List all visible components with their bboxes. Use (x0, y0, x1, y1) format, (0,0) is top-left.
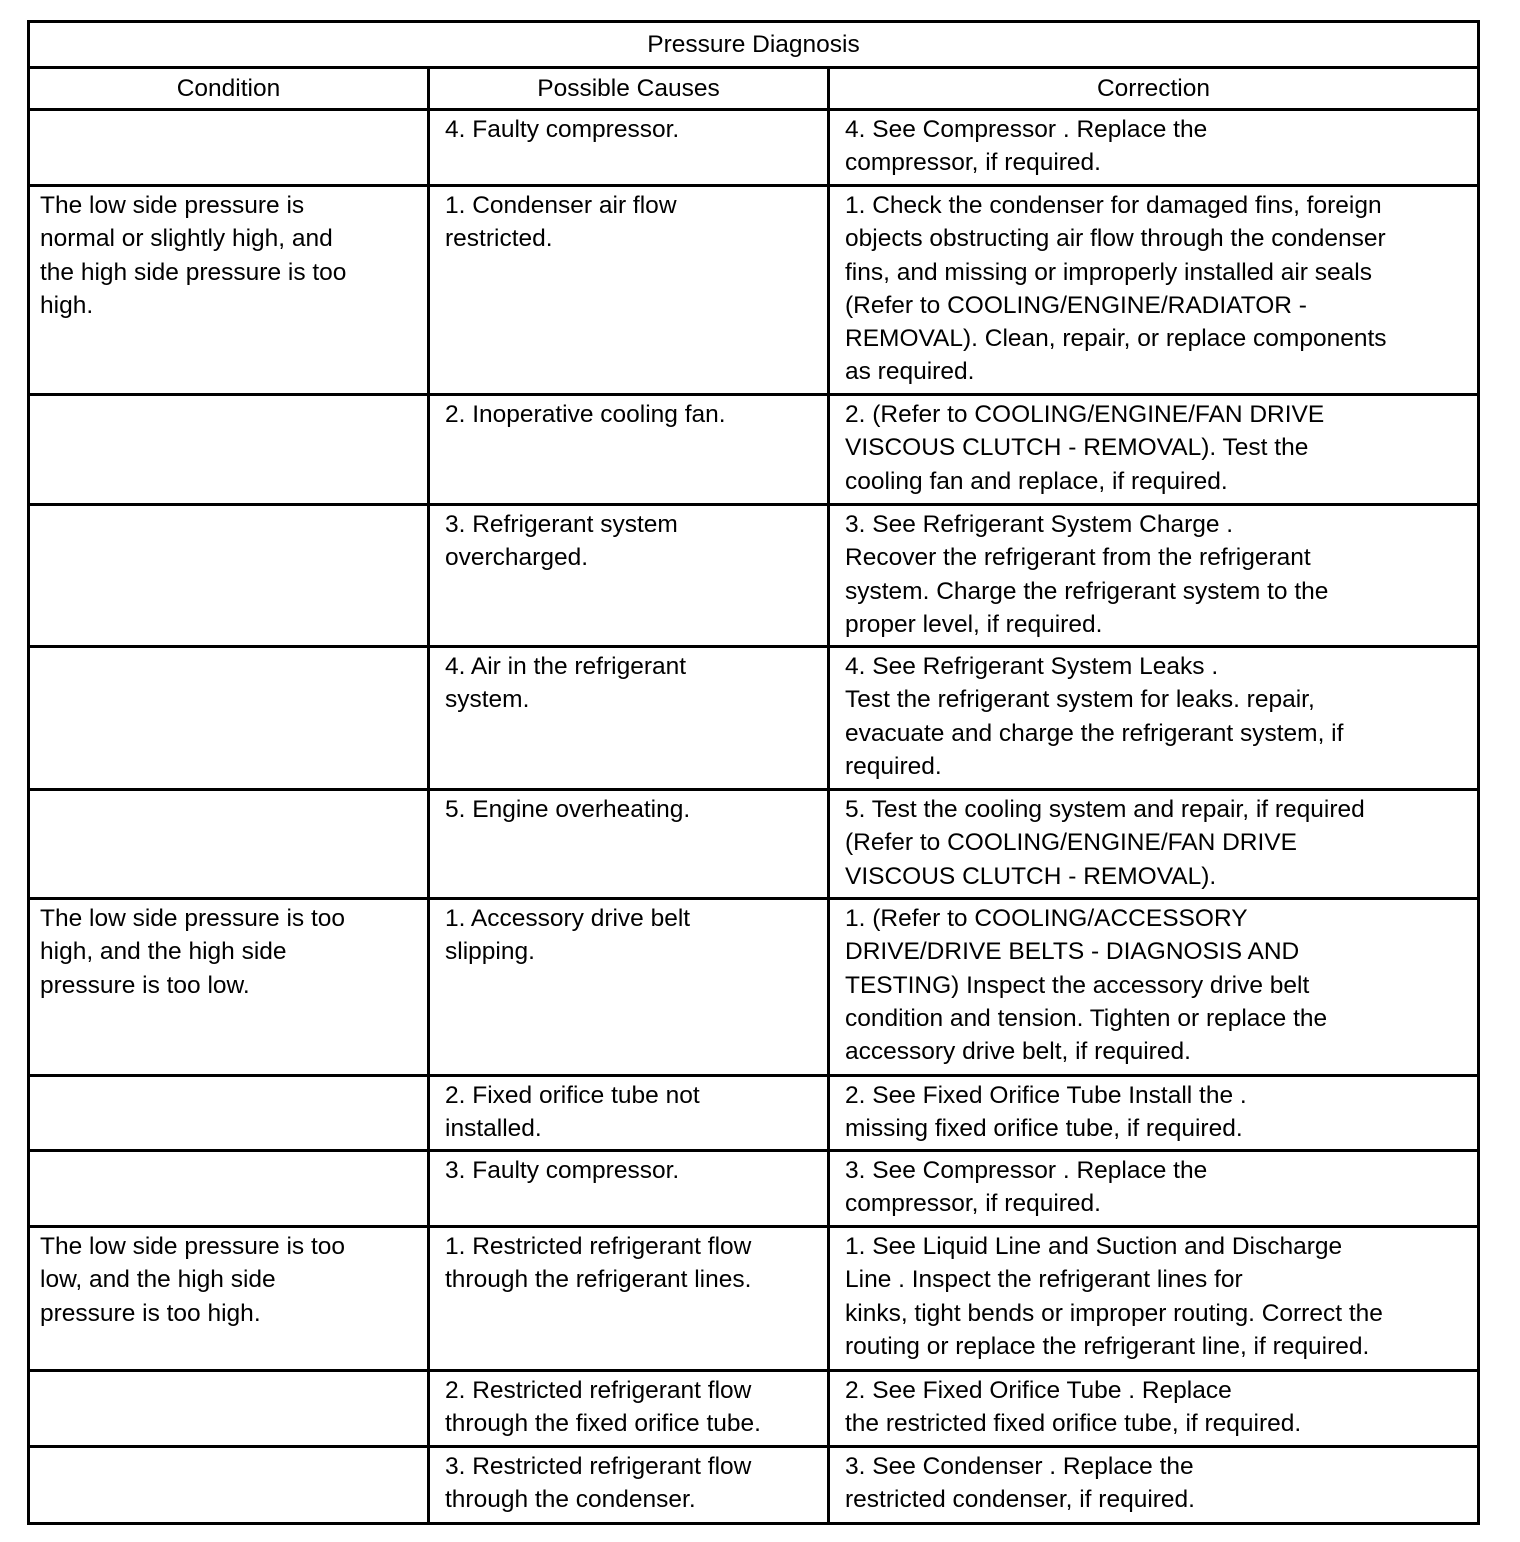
cause-cell: 2. Fixed orifice tube not installed. (429, 1076, 829, 1151)
condition-cell: The low side pressure is too high, and the high side pressure is too low. (29, 899, 429, 1076)
condition-cell (29, 1151, 429, 1227)
header-row (29, 68, 1479, 110)
header-correction: Correction (829, 68, 1479, 110)
cause-cell: 3. Refrigerant system overcharged. (429, 505, 829, 647)
condition-cell (29, 790, 429, 899)
condition-cell (29, 505, 429, 647)
correction-cell: 2. See Fixed Orifice Tube . Replace the restricted fixed orifice tube, if required. (829, 1371, 1479, 1447)
correction-cell: 3. See Refrigerant System Charge . Recover the refrigerant from the refrigerant system. Charge the refrigerant system to the proper level, if required. (829, 505, 1479, 647)
pressure-diagnosis-table (27, 20, 1480, 1525)
correction-cell: 4. See Refrigerant System Leaks . Test the refrigerant system for leaks. repair, evacuate and charge the refrigerant system, if required. (829, 647, 1479, 790)
header-condition: Condition (29, 68, 429, 110)
cause-cell: 1. Accessory drive belt slipping. (429, 899, 829, 1076)
cause-cell: 4. Faulty compressor. (429, 110, 829, 186)
condition-cell (29, 1447, 429, 1524)
cause-cell: 3. Faulty compressor. (429, 1151, 829, 1227)
correction-cell: 1. See Liquid Line and Suction and Discharge Line . Inspect the refrigerant lines for kinks, tight bends or improper routing. Correct the routing or replace the refrigerant line, if required. (829, 1227, 1479, 1371)
table-row (29, 505, 1479, 647)
table-row (29, 1447, 1479, 1524)
cause-cell: 1. Condenser air flow restricted. (429, 186, 829, 395)
table-row (29, 1076, 1479, 1151)
table-row (29, 1227, 1479, 1371)
table-row (29, 186, 1479, 395)
cause-cell: 1. Restricted refrigerant flow through the refrigerant lines. (429, 1227, 829, 1371)
correction-cell: 2. (Refer to COOLING/ENGINE/FAN DRIVE VISCOUS CLUTCH - REMOVAL). Test the cooling fan and replace, if required. (829, 395, 1479, 505)
table-title: Pressure Diagnosis (29, 22, 1479, 68)
cause-cell: 2. Restricted refrigerant flow through the fixed orifice tube. (429, 1371, 829, 1447)
table-row (29, 110, 1479, 186)
table-row (29, 395, 1479, 505)
correction-cell: 5. Test the cooling system and repair, if required (Refer to COOLING/ENGINE/FAN DRIVE VISCOUS CLUTCH - REMOVAL). (829, 790, 1479, 899)
correction-cell: 3. See Compressor . Replace the compressor, if required. (829, 1151, 1479, 1227)
table-row (29, 790, 1479, 899)
correction-cell: 3. See Condenser . Replace the restricted condenser, if required. (829, 1447, 1479, 1524)
table-row (29, 647, 1479, 790)
condition-cell (29, 1076, 429, 1151)
cause-cell: 3. Restricted refrigerant flow through the condenser. (429, 1447, 829, 1524)
condition-cell (29, 647, 429, 790)
header-possible-causes: Possible Causes (429, 68, 829, 110)
table-row (29, 899, 1479, 1076)
condition-cell (29, 395, 429, 505)
correction-cell: 4. See Compressor . Replace the compressor, if required. (829, 110, 1479, 186)
correction-cell: 1. Check the condenser for damaged fins, foreign objects obstructing air flow through the condenser fins, and missing or improperly installed air seals (Refer to COOLING/ENGINE/RADIATOR - REMOVAL). Clean, repair, or replace components as required. (829, 186, 1479, 395)
table-row (29, 1371, 1479, 1447)
cause-cell: 5. Engine overheating. (429, 790, 829, 899)
cause-cell: 4. Air in the refrigerant system. (429, 647, 829, 790)
condition-cell (29, 110, 429, 186)
cause-cell: 2. Inoperative cooling fan. (429, 395, 829, 505)
condition-cell (29, 1371, 429, 1447)
correction-cell: 1. (Refer to COOLING/ACCESSORY DRIVE/DRIVE BELTS - DIAGNOSIS AND TESTING) Inspect the accessory drive belt condition and tension. Tighten or replace the accessory drive belt, if required. (829, 899, 1479, 1076)
table-row (29, 1151, 1479, 1227)
condition-cell: The low side pressure is normal or slightly high, and the high side pressure is too high. (29, 186, 429, 395)
condition-cell: The low side pressure is too low, and the high side pressure is too high. (29, 1227, 429, 1371)
correction-cell: 2. See Fixed Orifice Tube Install the . missing fixed orifice tube, if required. (829, 1076, 1479, 1151)
